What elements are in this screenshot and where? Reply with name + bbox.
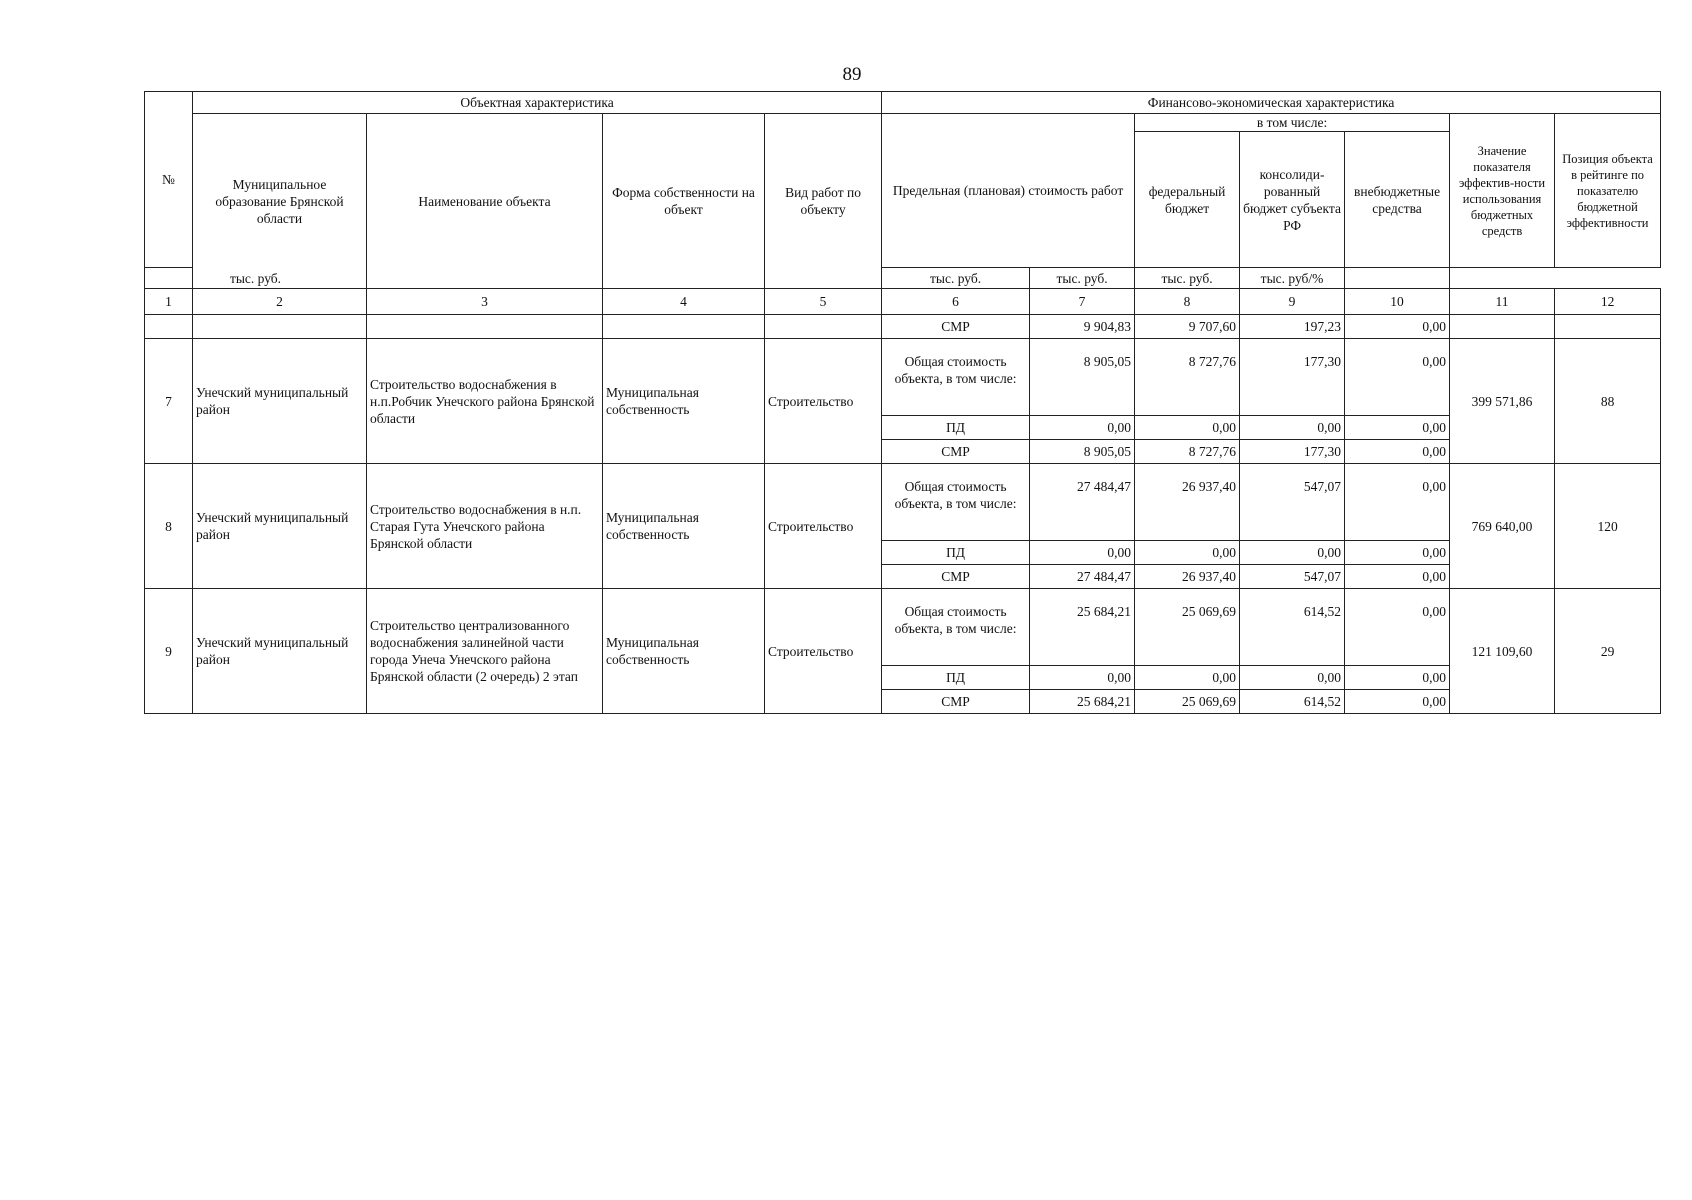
object-municipality: Унечский муниципальный район	[193, 589, 367, 714]
cost-total: 25 684,21	[1030, 690, 1135, 714]
unit-indicator: тыс. руб/%	[1240, 268, 1345, 289]
cost-consolidated: 197,23	[1240, 315, 1345, 339]
cost-label: СМР	[882, 315, 1030, 339]
cost-label: СМР	[882, 565, 1030, 589]
cost-consolidated: 0,00	[1240, 666, 1345, 690]
cost-extra: 0,00	[1345, 690, 1450, 714]
object-name: Строительство водоснабжения в н.п.Робчик Унечского района Брянской области	[367, 339, 603, 464]
cost-extra: 0,00	[1345, 339, 1450, 416]
cost-extra: 0,00	[1345, 440, 1450, 464]
cost-consolidated: 177,30	[1240, 339, 1345, 416]
budget-table	[144, 91, 1661, 714]
col-number: 8	[1135, 289, 1240, 315]
col-number: 9	[1240, 289, 1345, 315]
cost-label: Общая стоимость объекта, в том числе:	[882, 464, 1030, 541]
unit-position	[1345, 268, 1450, 289]
empty-cell	[193, 315, 367, 339]
cost-total: 25 684,21	[1030, 589, 1135, 666]
object-ownership: Муниципальная собственность	[603, 339, 765, 464]
cost-consolidated: 614,52	[1240, 589, 1345, 666]
header-indicator: Значение показателя эффектив-ности использования бюджетных средств	[1450, 114, 1555, 268]
object-work-type: Строительство	[765, 339, 882, 464]
cost-label: СМР	[882, 440, 1030, 464]
cost-label: Общая стоимость объекта, в том числе:	[882, 339, 1030, 416]
cost-federal: 25 069,69	[1135, 690, 1240, 714]
header-federal: федеральный бюджет	[1135, 132, 1240, 268]
header-ownership: Форма собственности на объект	[603, 114, 765, 289]
cost-total: 0,00	[1030, 541, 1135, 565]
carry-row	[145, 315, 1661, 339]
header-work-type: Вид работ по объекту	[765, 114, 882, 289]
object-name: Строительство централизованного водоснабжения залинейной части города Унеча Унечского района Брянской области (2 очередь) 2 этап	[367, 589, 603, 714]
cost-total: 27 484,47	[1030, 565, 1135, 589]
header-position: Позиция объекта в рейтинге по показателю бюджетной эффективности	[1555, 114, 1661, 268]
object-indicator: 769 640,00	[1450, 464, 1555, 589]
object-ownership: Муниципальная собственность	[603, 464, 765, 589]
cost-extra: 0,00	[1345, 565, 1450, 589]
object-name: Строительство водоснабжения в н.п. Старая Гута Унечского района Брянской области	[367, 464, 603, 589]
cost-extra: 0,00	[1345, 541, 1450, 565]
cost-consolidated: 177,30	[1240, 440, 1345, 464]
col-number: 6	[882, 289, 1030, 315]
cost-total: 9 904,83	[1030, 315, 1135, 339]
object-work-type: Строительство	[765, 464, 882, 589]
cost-federal: 8 727,76	[1135, 440, 1240, 464]
empty-cell	[145, 315, 193, 339]
page-number: 89	[842, 64, 862, 85]
unit-extrabudget: тыс. руб.	[1135, 268, 1240, 289]
cost-extra: 0,00	[1345, 464, 1450, 541]
unit-consolidated: тыс. руб.	[1030, 268, 1135, 289]
cost-federal: 0,00	[1135, 416, 1240, 440]
col-number: 4	[603, 289, 765, 315]
header-object-name: Наименование объекта	[367, 114, 603, 289]
header-finance-group: Финансово-экономическая характеристика	[882, 92, 1661, 114]
col-number: 5	[765, 289, 882, 315]
cost-extra: 0,00	[1345, 416, 1450, 440]
col-number: 2	[193, 289, 367, 315]
cost-consolidated: 614,52	[1240, 690, 1345, 714]
col-number: 10	[1345, 289, 1450, 315]
cost-total: 8 905,05	[1030, 339, 1135, 416]
cost-federal: 25 069,69	[1135, 589, 1240, 666]
cost-extra: 0,00	[1345, 666, 1450, 690]
cost-total: 27 484,47	[1030, 464, 1135, 541]
cost-label: ПД	[882, 666, 1030, 690]
object-position: 120	[1555, 464, 1661, 589]
header-row-groups	[145, 92, 1661, 114]
header-row-including	[145, 114, 1661, 132]
object-row-main	[145, 339, 1661, 416]
empty-cell	[765, 315, 882, 339]
cost-total: 0,00	[1030, 666, 1135, 690]
cost-extra: 0,00	[1345, 315, 1450, 339]
header-no: №	[145, 92, 193, 268]
col-number: 7	[1030, 289, 1135, 315]
object-position: 29	[1555, 589, 1661, 714]
header-consolidated: консолиди-рованный бюджет субъекта РФ	[1240, 132, 1345, 268]
header-municipality: Муниципальное образование Брянской области	[193, 114, 367, 289]
cost-label: ПД	[882, 541, 1030, 565]
object-municipality: Унечский муниципальный район	[193, 339, 367, 464]
cost-federal: 26 937,40	[1135, 565, 1240, 589]
object-indicator: 121 109,60	[1450, 589, 1555, 714]
empty-cell	[1450, 315, 1555, 339]
empty-cell	[367, 315, 603, 339]
cost-consolidated: 0,00	[1240, 541, 1345, 565]
cost-consolidated: 547,07	[1240, 464, 1345, 541]
cost-federal: 0,00	[1135, 541, 1240, 565]
header-including: в том числе:	[1135, 114, 1450, 132]
header-max-cost: Предельная (плановая) стоимость работ	[882, 114, 1135, 268]
object-position: 88	[1555, 339, 1661, 464]
cost-federal: 9 707,60	[1135, 315, 1240, 339]
object-ownership: Муниципальная собственность	[603, 589, 765, 714]
cost-federal: 0,00	[1135, 666, 1240, 690]
col-number: 3	[367, 289, 603, 315]
cost-extra: 0,00	[1345, 589, 1450, 666]
object-number: 7	[145, 339, 193, 464]
cost-consolidated: 547,07	[1240, 565, 1345, 589]
col-number: 12	[1555, 289, 1661, 315]
header-object-group: Объектная характеристика	[193, 92, 882, 114]
cost-total: 8 905,05	[1030, 440, 1135, 464]
cost-label: ПД	[882, 416, 1030, 440]
object-indicator: 399 571,86	[1450, 339, 1555, 464]
column-number-row	[145, 289, 1661, 315]
object-number: 8	[145, 464, 193, 589]
cost-total: 0,00	[1030, 416, 1135, 440]
object-number: 9	[145, 589, 193, 714]
object-row-main	[145, 589, 1661, 666]
cost-label: Общая стоимость объекта, в том числе:	[882, 589, 1030, 666]
cost-federal: 8 727,76	[1135, 339, 1240, 416]
cost-consolidated: 0,00	[1240, 416, 1345, 440]
object-work-type: Строительство	[765, 589, 882, 714]
col-number: 11	[1450, 289, 1555, 315]
unit-federal: тыс. руб.	[882, 268, 1030, 289]
object-row-main	[145, 464, 1661, 541]
col-number: 1	[145, 289, 193, 315]
cost-label: СМР	[882, 690, 1030, 714]
header-extrabudget: внебюджетные средства	[1345, 132, 1450, 268]
object-municipality: Унечский муниципальный район	[193, 464, 367, 589]
cost-federal: 26 937,40	[1135, 464, 1240, 541]
unit-cost: тыс. руб.	[145, 268, 367, 289]
empty-cell	[603, 315, 765, 339]
empty-cell	[1555, 315, 1661, 339]
